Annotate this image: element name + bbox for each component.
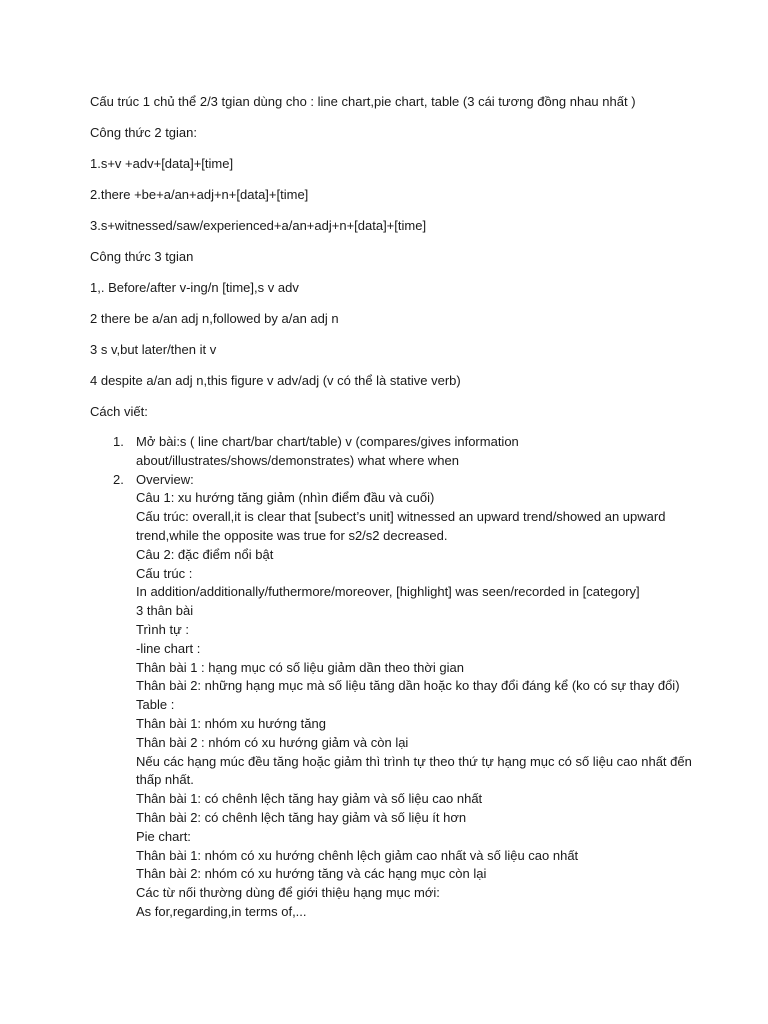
overview-line: Table : [136,697,175,713]
list-number: 1. [113,434,124,449]
formula-three-time-4: 4 despite a/an adj n,this figure v adv/adj (v có thể là stative verb) [90,373,461,388]
overview-line: Các từ nối thường dùng để giới thiệu hạng mục mới: [136,885,440,901]
overview-line: Thân bài 2: có chênh lệch tăng hay giảm và số liệu ít hơn [136,809,467,825]
overview-line: Thân bài 1: nhóm có xu hướng chênh lệch giảm cao nhất và số liệu cao nhất [136,847,579,863]
overview-line: -line chart : [136,640,201,656]
overview-line: 3 thân bài [136,603,194,619]
formula-three-time-1: 1,. Before/after v-ing/n [time],s v adv [90,280,299,295]
overview-line: Thân bài 2: những hạng mục mà số liệu tăng dần hoặc ko thay đổi đáng kể (ko có sự thay đổi) [136,678,680,694]
heading-three-time-formula: Công thức 3 tgian [90,249,194,264]
list-number: 2. [113,471,124,487]
overview-line: Câu 2: đặc điểm nổi bật [136,546,274,562]
formula-two-time-3: 3.s+witnessed/saw/experienced+a/an+adj+n+[data]+[time] [90,218,427,233]
overview-line: Trình tự : [136,621,190,637]
overview-line: Thân bài 2 : nhóm có xu hướng giảm và còn lại [136,734,409,750]
list-item-overview [113,471,692,922]
overview-line: Cấu trúc: overall,it is clear that [subect’s unit] witnessed an upward trend/showed an upward trend,while the opposite was true for s2/s2 decreased. [136,509,666,543]
overview-line: Câu 1: xu hướng tăng giảm (nhìn điểm đầu và cuối) [136,490,435,506]
overview-line: Overview: [136,471,194,487]
heading-structure: Cấu trúc 1 chủ thể 2/3 tgian dùng cho : line chart,pie chart, table (3 cái tương đồng nhau nhất ) [90,94,636,109]
overview-line: Thân bài 1: nhóm xu hướng tăng [136,715,326,731]
overview-line: Thân bài 1 : hạng mục có số liệu giảm dần theo thời gian [136,659,464,675]
overview-line: Cấu trúc : [136,565,193,581]
formula-three-time-3: 3 s v,but later/then it v [90,342,217,357]
list-item-introduction [113,433,690,471]
introduction-text: Mở bài:s ( line chart/bar chart/table) v (compares/gives information about/illustrates/shows/demonstrates) what where when [136,434,519,468]
overview-line: As for,regarding,in terms of,... [136,903,307,919]
overview-line: Nếu các hạng múc đều tăng hoặc giảm thì trình tự theo thứ tự hạng mục có số liệu cao nhất đến thấp nhất. [136,753,692,788]
overview-line: Pie chart: [136,828,191,844]
document-page [90,92,690,922]
formula-three-time-2: 2 there be a/an adj n,followed by a/an adj n [90,311,339,326]
heading-how-to-write: Cách viết: [90,404,148,419]
overview-line: Thân bài 1: có chênh lệch tăng hay giảm và số liệu cao nhất [136,791,483,807]
overview-line: Thân bài 2: nhóm có xu hướng tăng và các hạng mục còn lại [136,866,487,882]
overview-line: In addition/additionally/futhermore/moreover, [highlight] was seen/recorded in [category] [136,584,640,600]
formula-two-time-1: 1.s+v +adv+[data]+[time] [90,156,234,171]
formula-two-time-2: 2.there +be+a/an+adj+n+[data]+[time] [90,187,309,202]
writing-steps-list [90,433,690,922]
heading-two-time-formula: Công thức 2 tgian: [90,125,197,140]
